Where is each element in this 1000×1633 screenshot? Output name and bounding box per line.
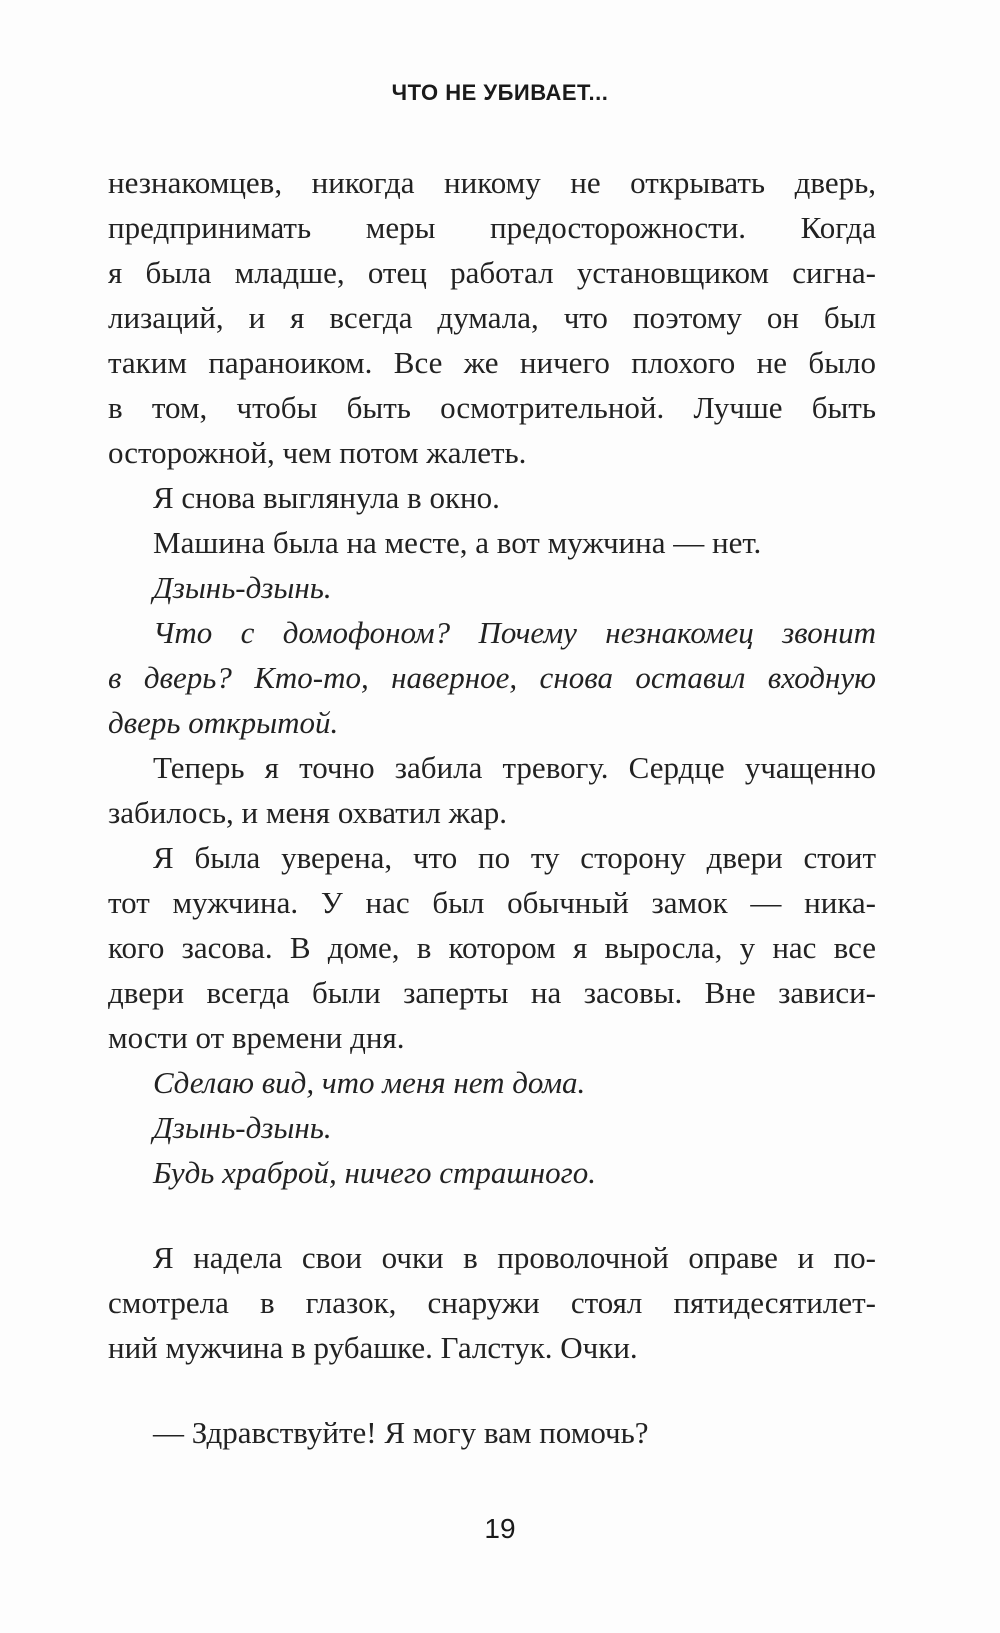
text-line: лизаций, и я всегда думала, что поэтому он был bbox=[108, 300, 876, 335]
section-break bbox=[108, 1370, 876, 1410]
text-line-italic: Дзынь-дзынь. bbox=[153, 570, 332, 605]
text-line-italic: Сделаю вид, что меня нет дома. bbox=[153, 1065, 586, 1100]
text-line: в том, чтобы быть осмотрительной. Лучше быть bbox=[108, 390, 876, 425]
text-line: забилось, и меня охватил жар. bbox=[108, 795, 508, 830]
text-line: Теперь я точно забила тревогу. Сердце учащенно bbox=[153, 750, 876, 785]
text-line-italic: Что с домофоном? Почему незнакомец звонит bbox=[153, 615, 876, 650]
text-line-italic: дверь открытой. bbox=[108, 705, 339, 740]
text-line-dialogue: — Здравствуйте! Я могу вам помочь? bbox=[153, 1415, 649, 1450]
text-line: я была младше, отец работал установщиком сигна- bbox=[108, 255, 876, 290]
text-line: Я была уверена, что по ту сторону двери стоит bbox=[153, 840, 876, 875]
text-line: Я снова выглянула в окно. bbox=[153, 480, 500, 515]
text-line: кого засова. В доме, в котором я выросла, у нас все bbox=[108, 930, 876, 965]
text-line: незнакомцев, никогда никому не открывать дверь, bbox=[108, 165, 876, 200]
text-line: Машина была на месте, а вот мужчина — нет. bbox=[153, 525, 762, 560]
text-line-italic: в дверь? Кто-то, наверное, снова оставил входную bbox=[108, 660, 876, 695]
text-line-italic: Дзынь-дзынь. bbox=[153, 1110, 332, 1145]
text-line: мости от времени дня. bbox=[108, 1020, 405, 1055]
text-line: предпринимать меры предосторожности. Когда bbox=[108, 210, 876, 245]
text-line: тот мужчина. У нас был обычный замок — ника- bbox=[108, 885, 876, 920]
section-break bbox=[108, 1195, 876, 1235]
text-line: ний мужчина в рубашке. Галстук. Очки. bbox=[108, 1330, 638, 1365]
text-line: двери всегда были заперты на засовы. Вне зависи- bbox=[108, 975, 876, 1010]
page-body-text bbox=[108, 160, 876, 1455]
text-line: смотрела в глазок, снаружи стоял пятидесятилет- bbox=[108, 1285, 876, 1320]
text-line-italic: Будь храброй, ничего страшного. bbox=[153, 1155, 597, 1190]
text-line: осторожной, чем потом жалеть. bbox=[108, 435, 527, 470]
page-number: 19 bbox=[484, 1513, 516, 1544]
running-header: ЧТО НЕ УБИВАЕТ... bbox=[391, 80, 609, 105]
text-line: таким параноиком. Все же ничего плохого не было bbox=[108, 345, 876, 380]
text-line: Я надела свои очки в проволочной оправе и по- bbox=[153, 1240, 876, 1275]
